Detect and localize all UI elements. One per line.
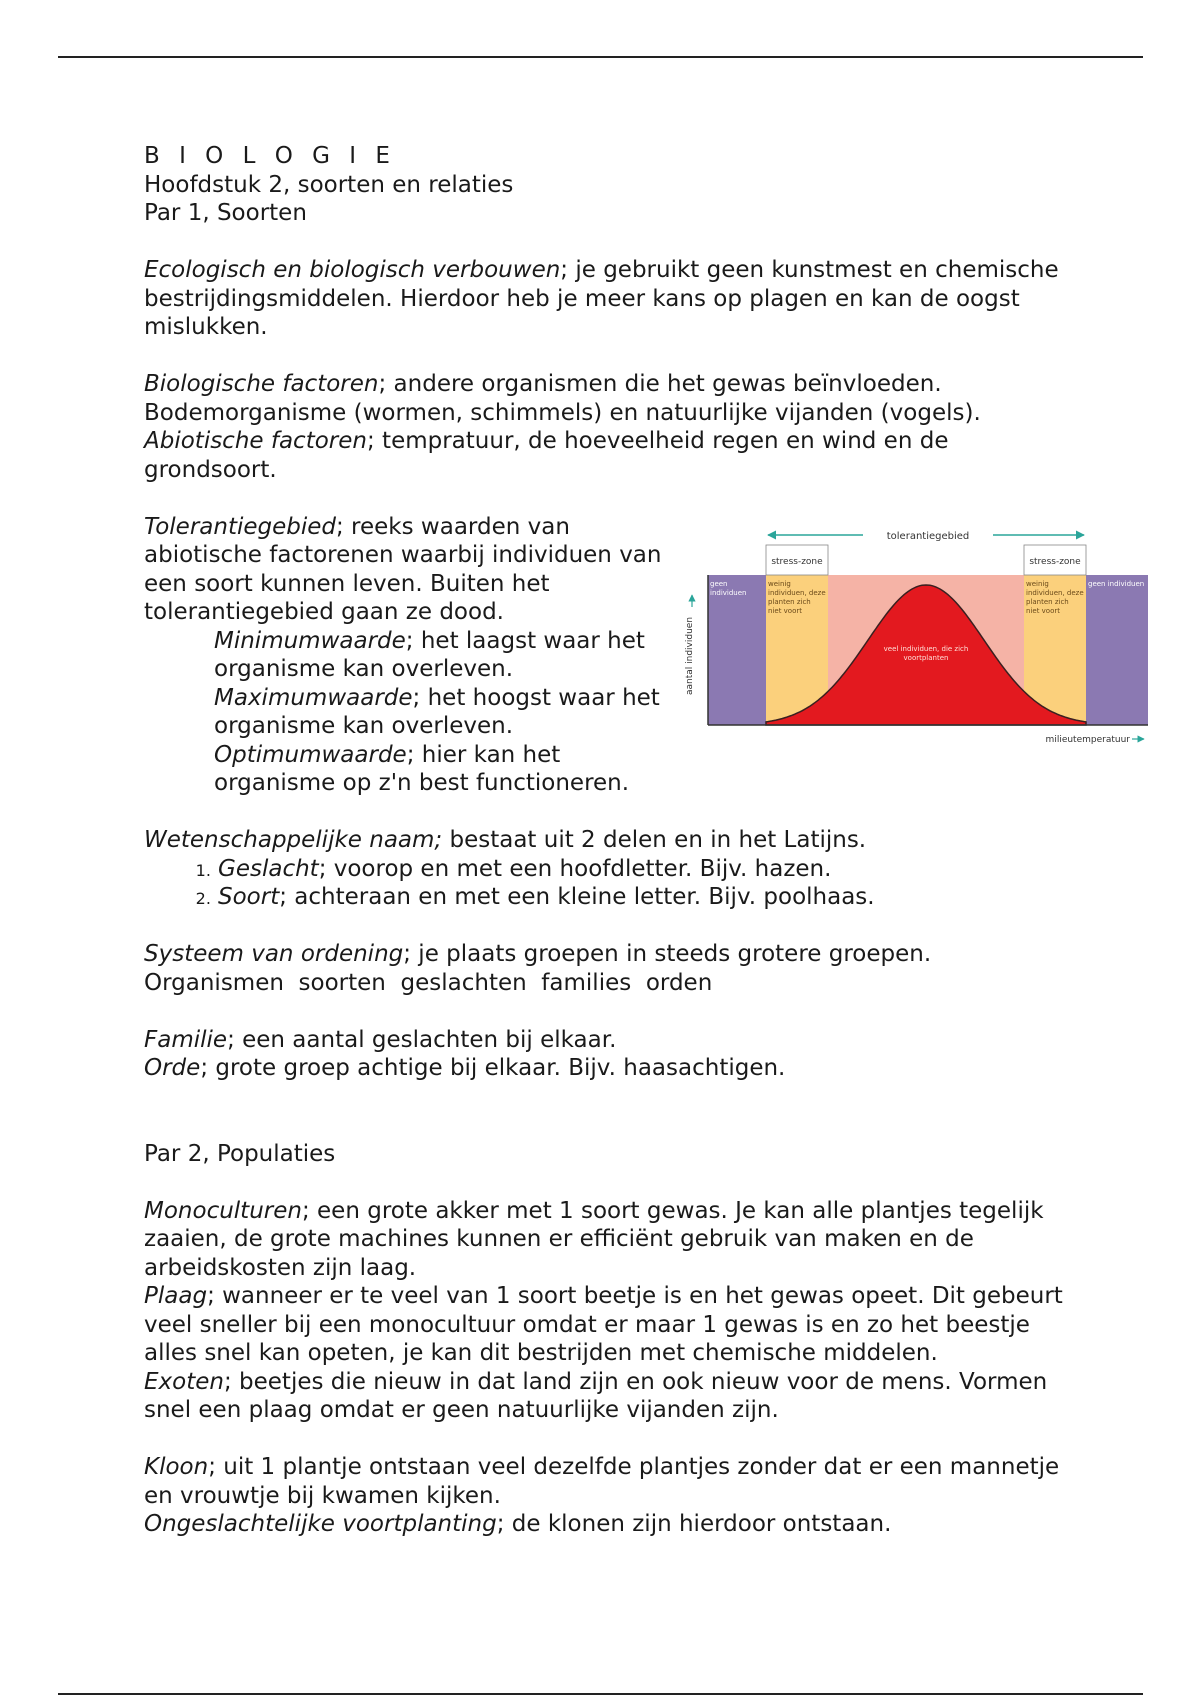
paragraph-asexual: Ongeslachtelijke voortplanting; de klonen zijn hierdoor ontstaan. xyxy=(144,1511,892,1537)
paragraph-plague: Plaag; wanneer er te veel van 1 soort beetje is en het gewas opeet. Dit gebeurt veel sneller bij een monocultuur omdat er maar 1 gewas is en zo het beestje alles snel kan opeten, je kan dit bestrijden met chemische middelen. xyxy=(144,1283,1063,1366)
optimum-value: Optimumwaarde; hier kan het organisme op z'n best functioneren. xyxy=(214,741,630,796)
term: Familie xyxy=(144,1026,228,1053)
stress-label-right: stress-zone xyxy=(1029,557,1081,567)
paragraph-family: Familie; een aantal geslachten bij elkaar. xyxy=(144,1026,617,1053)
term: Plaag xyxy=(144,1283,208,1309)
minimum-value: Minimumwaarde; het laagst waar het organisme kan overleven. xyxy=(214,627,645,682)
paragraph-exotics: Exoten; beetjes die nieuw in dat land zijn en ook nieuw voor de mens. Vormen snel een plaag omdat er geen natuurlijke vijanden zijn. xyxy=(144,1368,1048,1423)
term: Ongeslachtelijke voortplanting xyxy=(144,1511,497,1537)
chart-title: tolerantiegebied xyxy=(886,531,970,542)
term: Monoculturen xyxy=(144,1197,302,1224)
subject-title: B I O L O G I E xyxy=(144,143,396,169)
paragraph-clone: Kloon; uit 1 plantje ontstaan veel dezelfde plantjes zonder dat er een mannetje en vrouwtje bij kwamen kijken. xyxy=(144,1454,1060,1509)
document-body xyxy=(144,142,1074,1539)
term: Orde xyxy=(144,1055,201,1081)
paragraph-monocultures: Monoculturen; een grote akker met 1 soort gewas. Je kan alle plantjes tegelijk zaaien, de grote machines kunnen er efficiënt gebruik van maken en de arbeidskosten zijn laag. xyxy=(144,1197,1044,1281)
stress-label-left: stress-zone xyxy=(771,557,823,567)
section-heading: Par 1, Soorten xyxy=(144,200,307,226)
maximum-value: Maximumwaarde; het hoogst waar het organisme kan overleven. xyxy=(214,684,660,739)
term: Maximumwaarde xyxy=(214,684,413,711)
x-axis-label: milieutemperatuur xyxy=(1045,735,1130,745)
zone-label-optimum: veel individuen, die zich voortplanten xyxy=(883,645,969,662)
paragraph-tolerance: Tolerantiegebied; reeks waarden van abiotische factorenen waarbij individuen van een soort kunnen leven. Buiten het tolerantiegebied gaan ze dood. xyxy=(144,513,662,625)
paragraph-scientific-name: Wetenschappelijke naam; bestaat uit 2 delen en in het Latijns. xyxy=(144,827,867,853)
section-heading: Par 2, Populaties xyxy=(144,1140,336,1167)
classification-sequence: Organismen soorten geslachten families orden xyxy=(144,969,713,996)
zone-label-none-left: geen individuen xyxy=(710,580,747,597)
chapter-heading: Hoofdstuk 2, soorten en relaties xyxy=(144,171,514,198)
term: Optimumwaarde xyxy=(214,741,407,768)
list-item: 2. Soort; achteraan en met een kleine letter. Bijv. poolhaas. xyxy=(216,883,1074,912)
top-rule xyxy=(58,56,1143,58)
term: Ecologisch en biologisch verbouwen xyxy=(144,257,561,283)
zone-label-stress-right: weinig individuen, deze planten zich niet voort xyxy=(1026,580,1084,615)
tolerance-chart xyxy=(678,525,1148,750)
paragraph-abiotic-factors: Abiotische factoren; tempratuur, de hoeveelheid regen en wind en de grondsoort. xyxy=(144,428,949,483)
naming-list xyxy=(144,855,1074,912)
term: Systeem van ordening xyxy=(144,941,404,967)
paragraph-order: Orde; grote groep achtige bij elkaar. Bijv. haasachtigen. xyxy=(144,1055,786,1081)
term: Minimumwaarde xyxy=(214,627,406,654)
term: Exoten xyxy=(144,1368,224,1395)
term: Wetenschappelijke naam; xyxy=(144,827,443,853)
list-item: 1. Geslacht; voorop en met een hoofdletter. Bijv. hazen. xyxy=(216,855,1074,884)
paragraph-ecological: Ecologisch en biologisch verbouwen; je gebruikt geen kunstmest en chemische bestrijdingsmiddelen. Hierdoor heb je meer kans op plagen en kan de oogst mislukken. xyxy=(144,257,1059,340)
paragraph-biotic-factors: Biologische factoren; andere organismen die het gewas beïnvloeden. Bodemorganisme (wormen, schimmels) en natuurlijke vijanden (vogels). xyxy=(144,371,981,426)
term: Kloon xyxy=(144,1454,209,1480)
tolerance-block xyxy=(144,513,684,798)
zone-label-stress-left: weinig individuen, deze planten zich niet voort xyxy=(768,580,826,615)
tolerance-chart-svg xyxy=(678,525,1148,750)
paragraph-classification: Systeem van ordening; je plaats groepen in steeds grotere groepen. xyxy=(144,941,932,967)
zone-label-none-right: geen individuen xyxy=(1088,580,1145,588)
term: Abiotische factoren xyxy=(144,428,367,454)
term: Biologische factoren xyxy=(144,371,379,397)
term: Tolerantiegebied xyxy=(144,513,336,540)
bottom-rule xyxy=(58,1693,1143,1695)
y-axis-label: aantal individuen xyxy=(685,616,695,695)
